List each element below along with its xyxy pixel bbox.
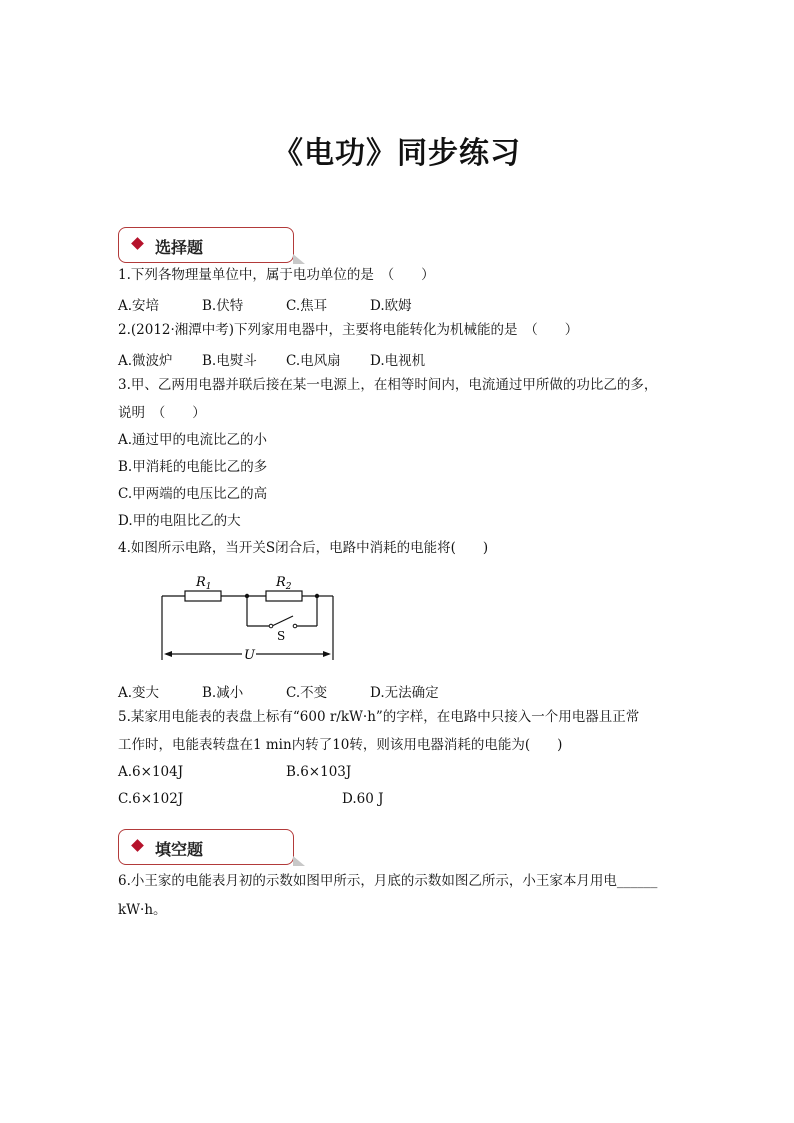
label-voltage: U xyxy=(244,648,255,663)
diamond-icon xyxy=(131,237,144,250)
question-5-stem-line1: 5.某家用电能表的表盘上标有“600 r/kW·h”的字样，在电路中只接入一个用电器且正常 xyxy=(118,709,640,725)
question-3-option-d: D.甲的电阻比乙的大 xyxy=(118,513,241,529)
header-tail-decoration xyxy=(293,856,305,866)
question-5-stem-line2: 工作时，电能表转盘在1 min内转了10转，则该用电器消耗的电能为( ) xyxy=(118,737,563,753)
question-6-stem-line1: 6.小王家的电能表月初的示数如图甲所示，月底的示数如图乙所示，小王家本月用电______ xyxy=(118,873,658,889)
question-4-option-d: D.无法确定 xyxy=(370,685,439,701)
question-1-option-d: D.欧姆 xyxy=(370,298,412,314)
question-3-option-b: B.甲消耗的电能比乙的多 xyxy=(118,459,268,475)
question-4-option-b: B.减小 xyxy=(202,685,244,701)
question-4-stem: 4.如图所示电路，当开关S闭合后，电路中消耗的电能将( ) xyxy=(118,540,489,556)
section-label: 选择题 xyxy=(155,238,204,257)
question-3-stem-line1: 3.甲、乙两用电器并联后接在某一电源上，在相等时间内，电流通过甲所做的功比乙的多， xyxy=(118,377,658,393)
question-4-option-a: A.变大 xyxy=(118,685,160,701)
resistor-r2 xyxy=(266,591,302,601)
question-2-stem: 2.(2012·湘潭中考)下列家用电器中，主要将电能转化为机械能的是 （ ） xyxy=(118,322,579,338)
section-header-choice xyxy=(118,227,294,263)
question-1-option-a: A.安培 xyxy=(118,298,160,314)
label-r2: $R_2$ xyxy=(276,575,292,592)
question-5-option-a: A.6×104J xyxy=(118,764,184,780)
question-1-stem: 1.下列各物理量单位中，属于电功单位的是 （ ） xyxy=(118,267,435,283)
question-1-option-b: B.伏特 xyxy=(202,298,244,314)
header-tail-decoration xyxy=(293,254,305,264)
question-3-option-c: C.甲两端的电压比乙的高 xyxy=(118,486,268,502)
question-6-stem-line2: kW·h。 xyxy=(118,902,167,918)
question-2-option-b: B.电熨斗 xyxy=(202,353,257,369)
section-header-fill xyxy=(118,829,294,865)
question-5-option-d: D.60 J xyxy=(342,791,384,807)
label-switch: S xyxy=(277,629,286,643)
circuit-diagram xyxy=(150,570,350,670)
switch-s xyxy=(272,616,293,626)
section-label: 填空题 xyxy=(155,840,204,859)
question-5-option-c: C.6×102J xyxy=(118,791,184,807)
question-5-option-b: B.6×103J xyxy=(286,764,352,780)
question-2-option-a: A.微波炉 xyxy=(118,353,173,369)
label-r1: $R_1$ xyxy=(196,575,212,592)
page-title: 《电功》同步练习 xyxy=(273,136,521,171)
question-1-option-c: C.焦耳 xyxy=(286,298,328,314)
resistor-r1 xyxy=(185,591,221,601)
question-3-stem-line2: 说明 （ ） xyxy=(118,405,206,421)
question-4-option-c: C.不变 xyxy=(286,685,328,701)
question-2-option-c: C.电风扇 xyxy=(286,353,341,369)
question-3-option-a: A.通过甲的电流比乙的小 xyxy=(118,432,268,448)
diamond-icon xyxy=(131,839,144,852)
question-2-option-d: D.电视机 xyxy=(370,353,426,369)
